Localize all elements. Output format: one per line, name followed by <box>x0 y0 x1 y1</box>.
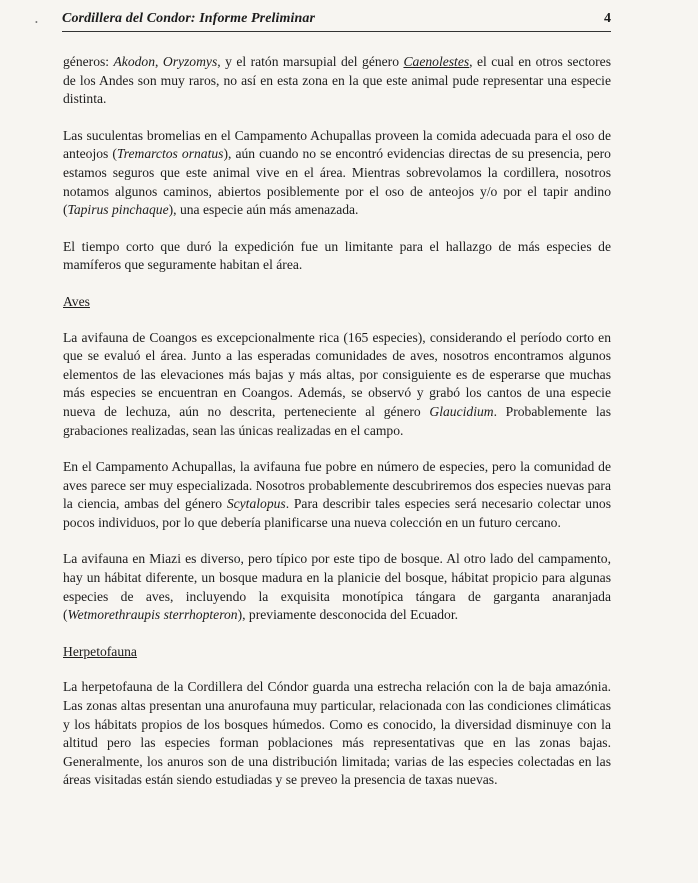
page-number: 4 <box>604 11 611 26</box>
paragraph-herpetofauna: La herpetofauna de la Cordillera del Cóndor guarda una estrecha relación con la de baja amazónia. Las zonas altas presentan una anurofauna muy particular, relacionada con las condiciones climáticas y los hábitats propios de los bosques húmedos. Como es conocido, la diversidad disminuye con la altitud pero las especies forman poblaciones más representativas que en las zonas bajas. Generalmente, los anuros son de una distribución limitada; varias de las especies colectadas en las áreas visitadas están siendo estudiadas y se preveo la presencia de taxas nuevas. <box>63 679 611 788</box>
species-name: Caenolestes <box>403 54 470 69</box>
species-name: Tremarctos ornatus <box>116 146 224 162</box>
page-header <box>62 9 611 32</box>
species-name: Scytalopus <box>226 496 286 512</box>
section-heading-herpetofauna: Herpetofauna <box>63 643 137 659</box>
species-name: Akodon <box>113 54 156 69</box>
species-name: Tapirus pinchaque <box>67 202 169 218</box>
paragraph-bromelias: Las suculentas bromelias en el Campamento Achupallas proveen la comida adecuada para el oso de anteojos (Tremarctos ornatus), aún cuando no se encontró evidencias directas de su presencia, pero estamos seguros que este animal vive en el área. Mientras sobrevolamos la cordillera, nosotros notamos algunos caminos, abiertos posiblemente por el oso de anteojos y/o por el tapir andino (Tapirus pinchaque), una especie aún más amenazada. <box>63 127 611 218</box>
species-name: Glaucidium <box>429 403 494 419</box>
header-title: Cordillera del Condor: Informe Preliminar <box>62 11 316 26</box>
species-name: Oryzomys <box>162 54 218 69</box>
paragraph-coangos: La avifauna de Coangos es excepcionalmente rica (165 especies), considerando el período corto en que se evaluó el área. Junto a las esperadas comunidades de aves, nosotros encontramos algunos elementos de las elevaciones más bajas y más altas, por consiguiente es de esperarse que muchas más especies se encuentran en Coangos. Además, se observó y grabó los cantos de una especie nueva de lechuza, aún no descrita, perteneciente al género Glaucidium. Probablemente las grabaciones realizadas, sean las únicas realizadas en el campo. <box>63 329 611 438</box>
margin-mark: • <box>35 18 38 27</box>
paragraph-achupallas: En el Campamento Achupallas, la avifauna fue pobre en número de especies, pero la comunidad de aves parece ser muy especializada. Nosotros probablemente descubriremos dos especies nuevas para la ciencia, ambas del género Scytalopus. Para describir tales especies será necesario colectar unos pocos individuos, por lo que debería planificarse una nueva colección en un futuro cercano. <box>63 459 611 530</box>
paragraph-mammals-genera: géneros: Akodon, Oryzomys, y el ratón marsupial del género Caenolestes, el cual en otros sectores de los Andes son muy raros, no así en esta zona en la que este animal pude representar una especie distinta. <box>63 54 611 107</box>
document-body <box>63 53 611 808</box>
species-name: Wetmorethraupis sterrhopteron <box>67 607 238 623</box>
paragraph-tiempo: El tiempo corto que duró la expedición fue un limitante para el hallazgo de más especies de mamíferos que seguramente habitan el área. <box>63 238 611 273</box>
paragraph-miazi: La avifauna en Miazi es diverso, pero típico por este tipo de bosque. Al otro lado del campamento, hay un hábitat diferente, un bosque madura en la planicie del bosque, hábitat propicio para algunas especies de aves, incluyendo la exquisita monotípica tángara de garganta anaranjada (Wetmorethraupis sterrhopteron), previamente desconocida del Ecuador. <box>63 551 611 623</box>
section-heading-aves: Aves <box>63 293 90 309</box>
